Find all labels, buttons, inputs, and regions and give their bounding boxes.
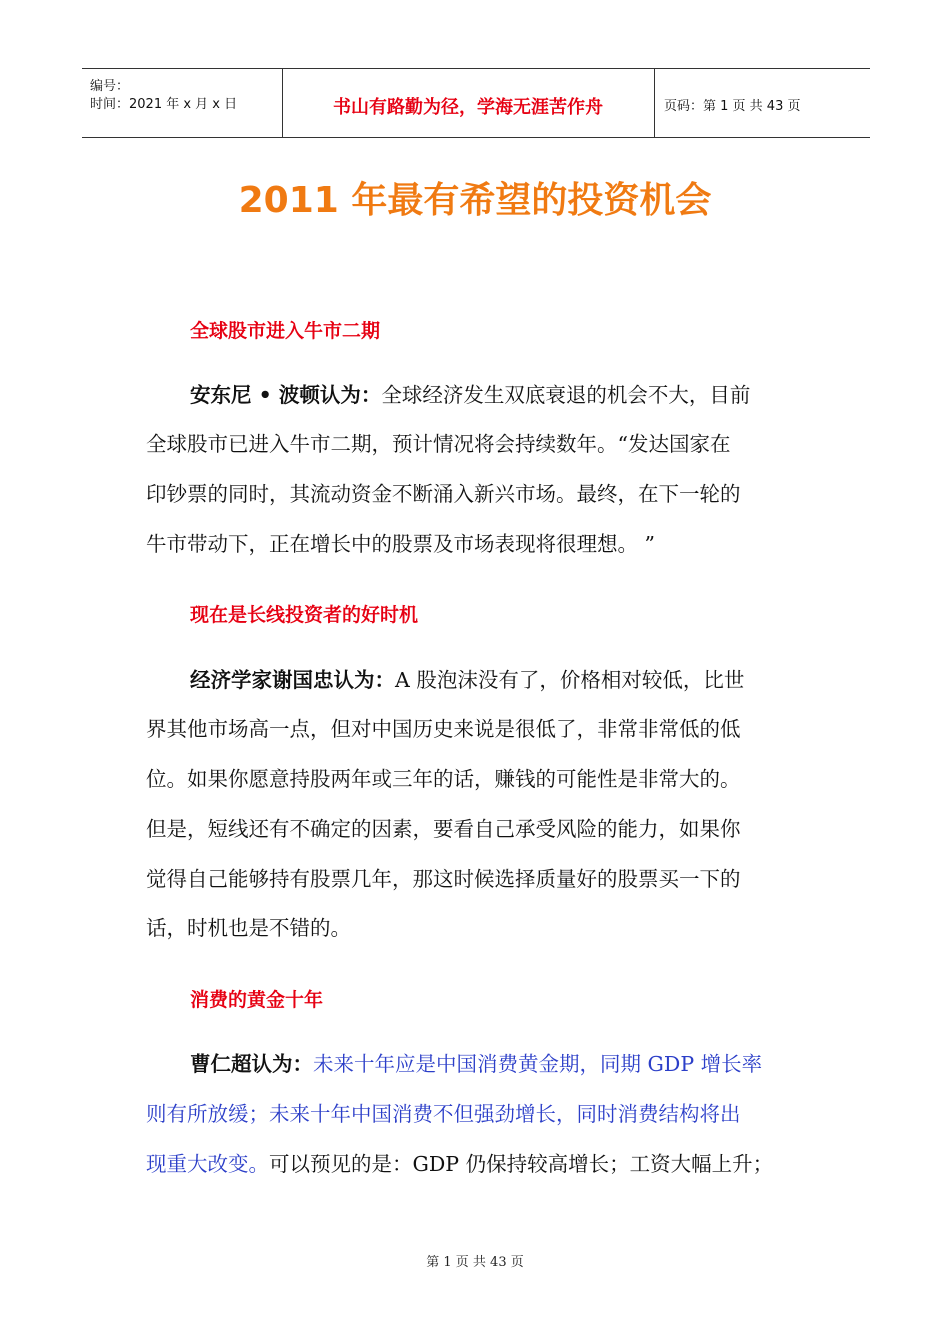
paragraph-line [190, 1051, 762, 1077]
paragraph-line: 觉得自己能够持有股票几年，那这时候选择质量好的股票买一下的 [146, 867, 741, 891]
paragraph-line [146, 1151, 773, 1177]
paragraph-line: 但是，短线还有不确定的因素，要看自己承受风险的能力，如果你 [146, 817, 741, 841]
page-info: 页码：第 1 页 共 43 页 [664, 99, 801, 114]
paragraph-line [190, 382, 750, 408]
paragraph-line: 牛市带动下，正在增长中的股票及市场表现将很理想。 ” [146, 532, 655, 556]
paragraph-text: 现重大改变。 [146, 1152, 269, 1176]
paragraph-line: 则有所放缓；未来十年中国消费不但强劲增长，同时消费结构将出 [146, 1102, 741, 1126]
page-footer: 第 1 页 共 43 页 [426, 1255, 524, 1270]
header-motto-cell [282, 69, 655, 137]
paragraph-text: 可以预见的是：GDP 仍保持较高增长；工资大幅上升； [269, 1152, 774, 1176]
paragraph-line [190, 667, 744, 693]
paragraph-text: 全球经济发生双底衰退的机会不大，目前 [381, 383, 751, 407]
page-title: 2011 年最有希望的投资机会 [238, 180, 712, 221]
header-table [82, 68, 870, 138]
speaker-name: 安东尼 • 波顿认为： [190, 383, 382, 407]
paragraph-line: 话，时机也是不错的。 [146, 916, 351, 940]
section-heading-3: 消费的黄金十年 [190, 989, 324, 1011]
paragraph-line: 位。如果你愿意持股两年或三年的话，赚钱的可能性是非常大的。 [146, 767, 741, 791]
section-heading-1: 全球股市进入牛市二期 [190, 320, 381, 342]
header-meta-cell [82, 69, 283, 137]
paragraph-line: 全球股市已进入牛市二期，预计情况将会持续数年。“发达国家在 [146, 432, 731, 456]
paragraph-line: 界其他市场高一点，但对中国历史来说是很低了，非常非常低的低 [146, 717, 741, 741]
paragraph-text: A 股泡沫没有了，价格相对较低，比世 [395, 668, 745, 692]
serial-label: 编号： [90, 79, 130, 94]
paragraph-line: 印钞票的同时，其流动资金不断涌入新兴市场。最终，在下一轮的 [146, 482, 741, 506]
speaker-name: 曹仁超认为： [190, 1052, 313, 1076]
speaker-name: 经济学家谢国忠认为： [190, 668, 395, 692]
motto: 书山有路勤为径，学海无涯苦作舟 [333, 97, 603, 118]
paragraph-text: 未来十年应是中国消费黄金期，同期 GDP 增长率 [313, 1052, 763, 1076]
section-heading-2: 现在是长线投资者的好时机 [190, 604, 419, 626]
time-label: 时间：2021 年 x 月 x 日 [90, 97, 238, 112]
header-page-cell [654, 69, 870, 137]
